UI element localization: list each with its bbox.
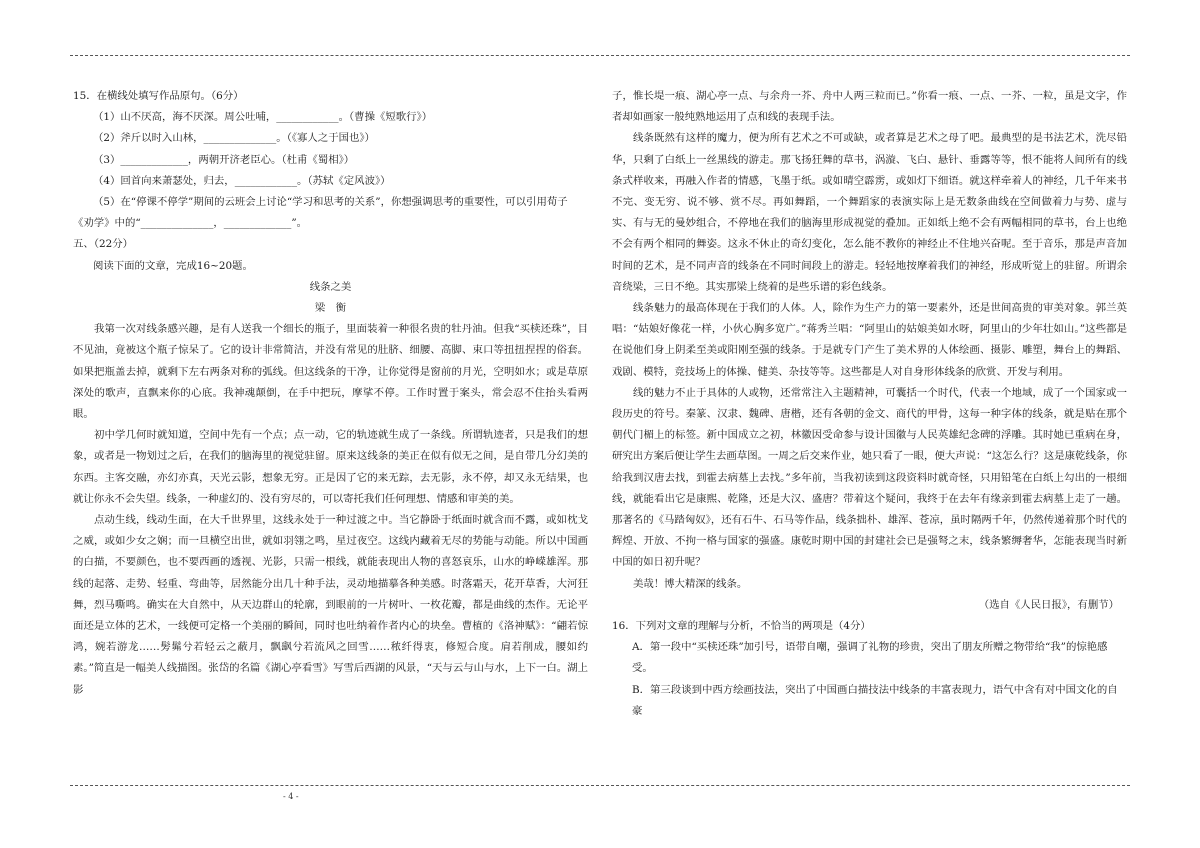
article-paragraph-2: 初中学几何时就知道，空间中先有一个点；点一动，它的轨迹就生成了一条线。所谓轨迹者，只是我们的想象，或者是一物划过之后，在我们的脑海里的视觉驻留。原来这线条的美正在似有似无之间，是自带几分幻美的东西。主客交融，亦幻亦真，天光云影，想象无穷。正是因了它的来无踪，去无影，永不停，却又永无结果，也就让你永不会失望。线条，一种虚幻的、没有穷尽的，可以寄托我们任何理想、情感和审美的美。: [73, 429, 588, 505]
q15-item-5-continued: 《劝学》中的“______________，_____________”。: [73, 217, 308, 230]
q16-title: 16．下列对文章的理解与分析，不恰当的两项是（4分）: [612, 620, 871, 633]
article-title: 线条之美: [309, 280, 352, 293]
bottom-divider: [70, 785, 1130, 786]
right-column: [612, 86, 1127, 722]
section-heading: 五、（22分）: [73, 238, 133, 251]
left-column: [73, 86, 588, 701]
article-paragraph-7: 美哉！博大精深的线条。: [633, 577, 748, 590]
article-paragraph-3: 点动生线，线动生面，在大千世界里，这线永处于一种过渡之中。当它静卧于纸面时就含而不露，或如枕戈之威，或如少女之娴；而一旦横空出世，就如羽翎之鸣，星过夜空。这线内藏着无尽的势能与动能。所以中国画的白描，不要颜色，也不要西画的透视、光影，只需一根线，就能表现出人物的喜怒哀乐，山水的峥嵘雄浑。那线的起落、走势、轻重、弯曲等，居然能分出几十种手法，灵动地描摹各种美感。时落霜天，花开草香，大河狂舞，烈马嘶鸣。确实在大自然中，从天边群山的轮廓，到眼前的一片树叶、一枚花瓣，都是曲线的杰作。无论平面还是立体的艺术，一线便可定格一个美丽的瞬间，同时也吐纳着作者内心的块垒。曹植的《洛神赋》：“翩若惊鸿，婉若游龙……髣髴兮若轻云之蔽月，飘飖兮若流风之回雪……秾纤得衷，修短合度。肩若削成，腰如约素。”简直是一幅美人线描图。张岱的名篇《湖心亭看雪》写雪后西湖的风景，“天与云与山与水，上下一白。湖上影: [73, 514, 588, 696]
article-paragraph-3-continued: 子，惟长堤一痕、湖心亭一点、与余舟一芥、舟中人两三粒而已。”你看一痕、一点、一芥、一粒，虽是文字，作者却如画家一般纯熟地运用了点和线的表现手法。: [612, 90, 1127, 124]
reading-instruction: 阅读下面的文章，完成16~20题。: [93, 259, 253, 272]
q15-item-5: （5）在“停课不停学”期间的云班会上讨论“学习和思考的关系”，你想强调思考的重要性，可以引用荀子: [93, 196, 568, 209]
page-number: - 4 -: [283, 792, 299, 801]
article-paragraph-6: 线的魅力不止于具体的人或物，还常常注入主题精神，可囊括一个时代，代表一个地域，成了一个国家或一段历史的符号。秦篆、汉隶、魏碑、唐楷，还有各朝的金文、商代的甲骨，这每一种字体的线条，就是贴在那个朝代门楣上的标签。新中国成立之初，林徽因受命参与设计国徽与人民英雄纪念碑的浮雕。其时她已重病在身，研究出方案后便让学生去画草图。一周之后交来作业，她只看了一眼，便大声说：“这怎么行？这是康乾线条，你给我到汉唐去找，到霍去病墓上去找。”多年前，当我初读到这段资料时就奇怪，只用铅笔在白纸上勾出的一根细线，就能看出它是康熙、乾隆，还是大汉、盛唐？带着这个疑问，我终于在去年有缘亲到霍去病墓上走了一趟。那著名的《马踏匈奴》，还有石牛、石马等作品，线条拙朴、雄浑、苍凉，虽时隔两千年，仍然传递着那个时代的辉煌、开放、不拘一格与国家的强盛。康乾时期中国的封建社会已是强弩之末，线条繁缛奢华，怎能表现当时新中国的如日初升呢？: [612, 386, 1127, 569]
q15-item-2: （2）斧斤以时入山林，______________。（《寡人之于国也》）: [93, 132, 375, 145]
article-source: （选自《人民日报》，有删节）: [978, 598, 1119, 611]
q15-title: 15．在横线处填写作品原句。（6分）: [73, 90, 244, 102]
article-paragraph-1: 我第一次对线条感兴趣，是有人送我一个细长的瓶子，里面装着一种很名贵的牡丹油。但我“买椟还珠”，目不见油，竟被这个瓶子惊呆了。它的设计非常简洁，并没有常见的肚脐、细腰、高脚、束口等扭扭捏捏的俗套。如果把瓶盖去掉，就剩下左右两条对称的弧线。但这线条的干净，让你觉得是窗前的月光，空明如水；或是草原深处的歌声，直飘来你的心底。我神魂颠倒，在手中把玩，摩挲不停。工作时置于案头，常会忍不住抬头看两眼。: [73, 323, 588, 421]
q15-item-1: （1）山不厌高，海不厌深。周公吐哺，____________。（曹操《短歌行》）: [93, 111, 433, 124]
article-paragraph-5: 线条魅力的最高体现在于我们的人体。人，除作为生产力的第一要素外，还是世间高贵的审美对象。郭兰英唱：“姑娘好像花一样，小伙心胸多宽广。”蒋秀兰唱：“阿里山的姑娘美如水呀，阿里山的少年壮如山。”这些都是在说他们身上阴柔至美或阳刚至强的线条。于是就专门产生了美术界的人体绘画、摄影、雕塑，舞台上的舞蹈、戏剧、模特，竞技场上的体操、健美、杂技等等。这些都是人对自身形体线条的欣赏、开发与利用。: [612, 302, 1127, 378]
q15-item-3: （3）_____________，两朝开济老臣心。（杜甫《蜀相》）: [93, 153, 355, 166]
article-author: 梁 衡: [314, 302, 347, 315]
article-paragraph-4: 线条既然有这样的魔力，便为所有艺术之不可或缺，或者算是艺术之母了吧。最典型的是书法艺术，洗尽铅华，只剩了白纸上一丝黑线的游走。那飞扬狂舞的草书，涡漩、飞白、悬针、垂露等等，恨不能将人间所有的线条式样收来，再融入作者的情感，飞墨于纸。或如晴空霹雳，或如灯下细语。就这样牵着人的神经，几千年来书不完、变无穷、说不够、赏不尽。再如舞蹈，一个舞蹈家的表演实际上是无数条曲线在空间做着力与势、虚与实、有与无的曼妙组合，不停地在我们的脑海里形成视觉的叠加。正如纸上绝不会有两幅相同的草书，台上也绝不会有两个相同的舞姿。这永不休止的奇幻变化，怎么能不教你的神经止不住地兴奋呢。至于音乐，那是声音加时间的艺术，是不同声音的线条在不同时间段上的游走。轻轻地按摩着我们的神经，形成听觉上的驻留。所谓余音绕梁，三日不绝。其实那梁上绕着的是些乐谱的彩色线条。: [612, 132, 1127, 293]
q15-item-4: （4）回首向来萧瑟处，归去，____________。（苏轼《定风波》）: [93, 174, 391, 187]
top-divider: [70, 55, 1130, 56]
q16-option-a: A．第一段中“买椟还珠”加引号，语带自嘲，强调了礼物的珍贵，突出了朋友所赠之物带给“我”的惊艳感受。: [632, 641, 1108, 675]
q16-option-b: B．第三段谈到中西方绘画技法，突出了中国画白描技法中线条的丰富表现力，语气中含有对中国文化的自豪: [632, 683, 1118, 717]
